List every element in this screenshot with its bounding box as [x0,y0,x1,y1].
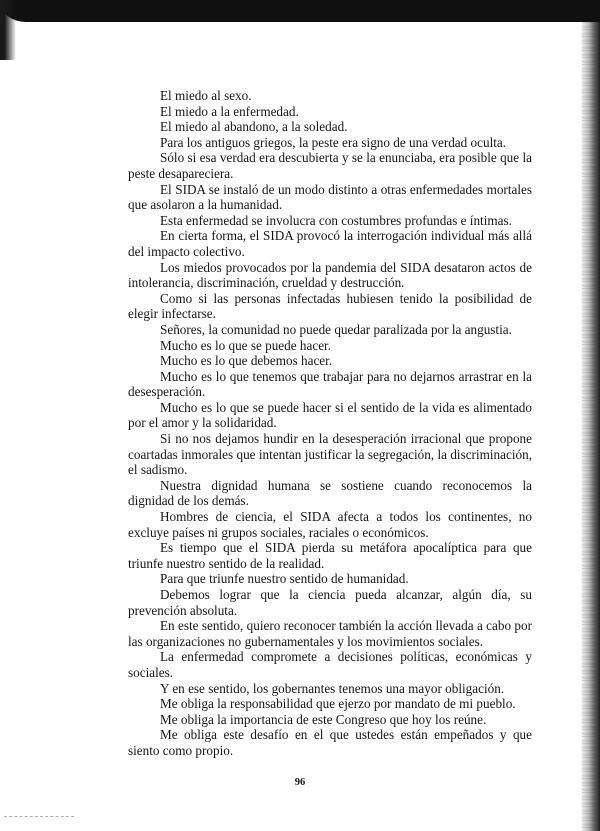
paragraph: Es tiempo que el SIDA pierda su metáfora apocalíptica para que triunfe nuestro sentido de la realidad. [128,540,532,571]
paragraph: Me obliga este desafío en el que ustedes están empeñados y que siento como propio. [128,727,532,758]
paragraph: Debemos lograr que la ciencia pueda alcanzar, algún día, su prevención absoluta. [128,587,532,618]
paragraph: El miedo al abandono, a la soledad. [160,119,348,135]
paragraph: Y en ese sentido, los gobernantes tenemos una mayor obligación. [160,680,505,696]
paragraph: Para los antiguos griegos, la peste era signo de una verdad oculta. [160,134,507,150]
paragraph: Si no nos dejamos hundir en la desesperación irracional que propone coartadas inmorales que intentan justificar la segregación, la discriminación, el sadismo. [128,431,532,478]
scan-right-edge-noise [582,22,596,831]
paragraph: Como si las personas infectadas hubiesen tenido la posibilidad de elegir infectarse. [128,290,532,322]
paragraph: Esta enfermedad se involucra con costumbres profundas e íntimas. [160,212,512,228]
paragraph: Me obliga la importancia de este Congreso que hoy los reúne. [160,711,487,727]
paragraph: El miedo al sexo. [160,88,252,103]
body-text [128,88,532,759]
page-number: 96 [294,777,306,788]
scan-corner-shadow [0,0,16,60]
paragraph: Nuestra dignidad humana se sostiene cuando reconocemos la dignidad de los demás. [128,477,532,509]
paragraph: La enfermedad compromete a decisiones políticas, económicas y sociales. [128,649,532,680]
paragraph: El SIDA se instaló de un modo distinto a otras enfermedades mortales que asolaron a la humanidad. [128,181,532,213]
paragraph: Para que triunfe nuestro sentido de humanidad. [160,571,409,587]
scan-top-border [0,0,600,22]
scan-bottom-artifact [4,812,74,817]
paragraph: Señores, la comunidad no puede quedar paralizada por la angustia. [160,321,512,337]
paragraph: Mucho es lo que tenemos que trabajar para no dejarnos arrastrar en la desesperación. [128,368,532,400]
paragraph: Hombres de ciencia, el SIDA afecta a todos los continentes, no excluye países ni grupos sociales, raciales o económicos. [128,509,532,540]
paragraph: Me obliga la responsabilidad que ejerzo por mandato de mi pueblo. [160,696,516,712]
paragraph: Mucho es lo que debemos hacer. [160,353,333,369]
paragraph: En cierta forma, el SIDA provocó la interrogación individual más allá del impacto colectivo. [128,228,532,259]
paragraph: Mucho es lo que se puede hacer. [160,337,332,353]
paragraph: Mucho es lo que se puede hacer si el sentido de la vida es alimentado por el amor y la solidaridad. [128,399,532,431]
paragraph: El miedo a la enfermedad. [160,103,299,119]
paragraph: Los miedos provocados por la pandemia del SIDA desataron actos de intolerancia, discriminación, crueldad y destrucción. [128,259,532,291]
paragraph: En este sentido, quiero reconocer también la acción llevada a cabo por las organizaciones no gubernamentales y los movimientos sociales. [128,618,532,649]
paragraph: Sólo si esa verdad era descubierta y se la enunciaba, era posible que la peste desapareciera. [128,150,532,181]
